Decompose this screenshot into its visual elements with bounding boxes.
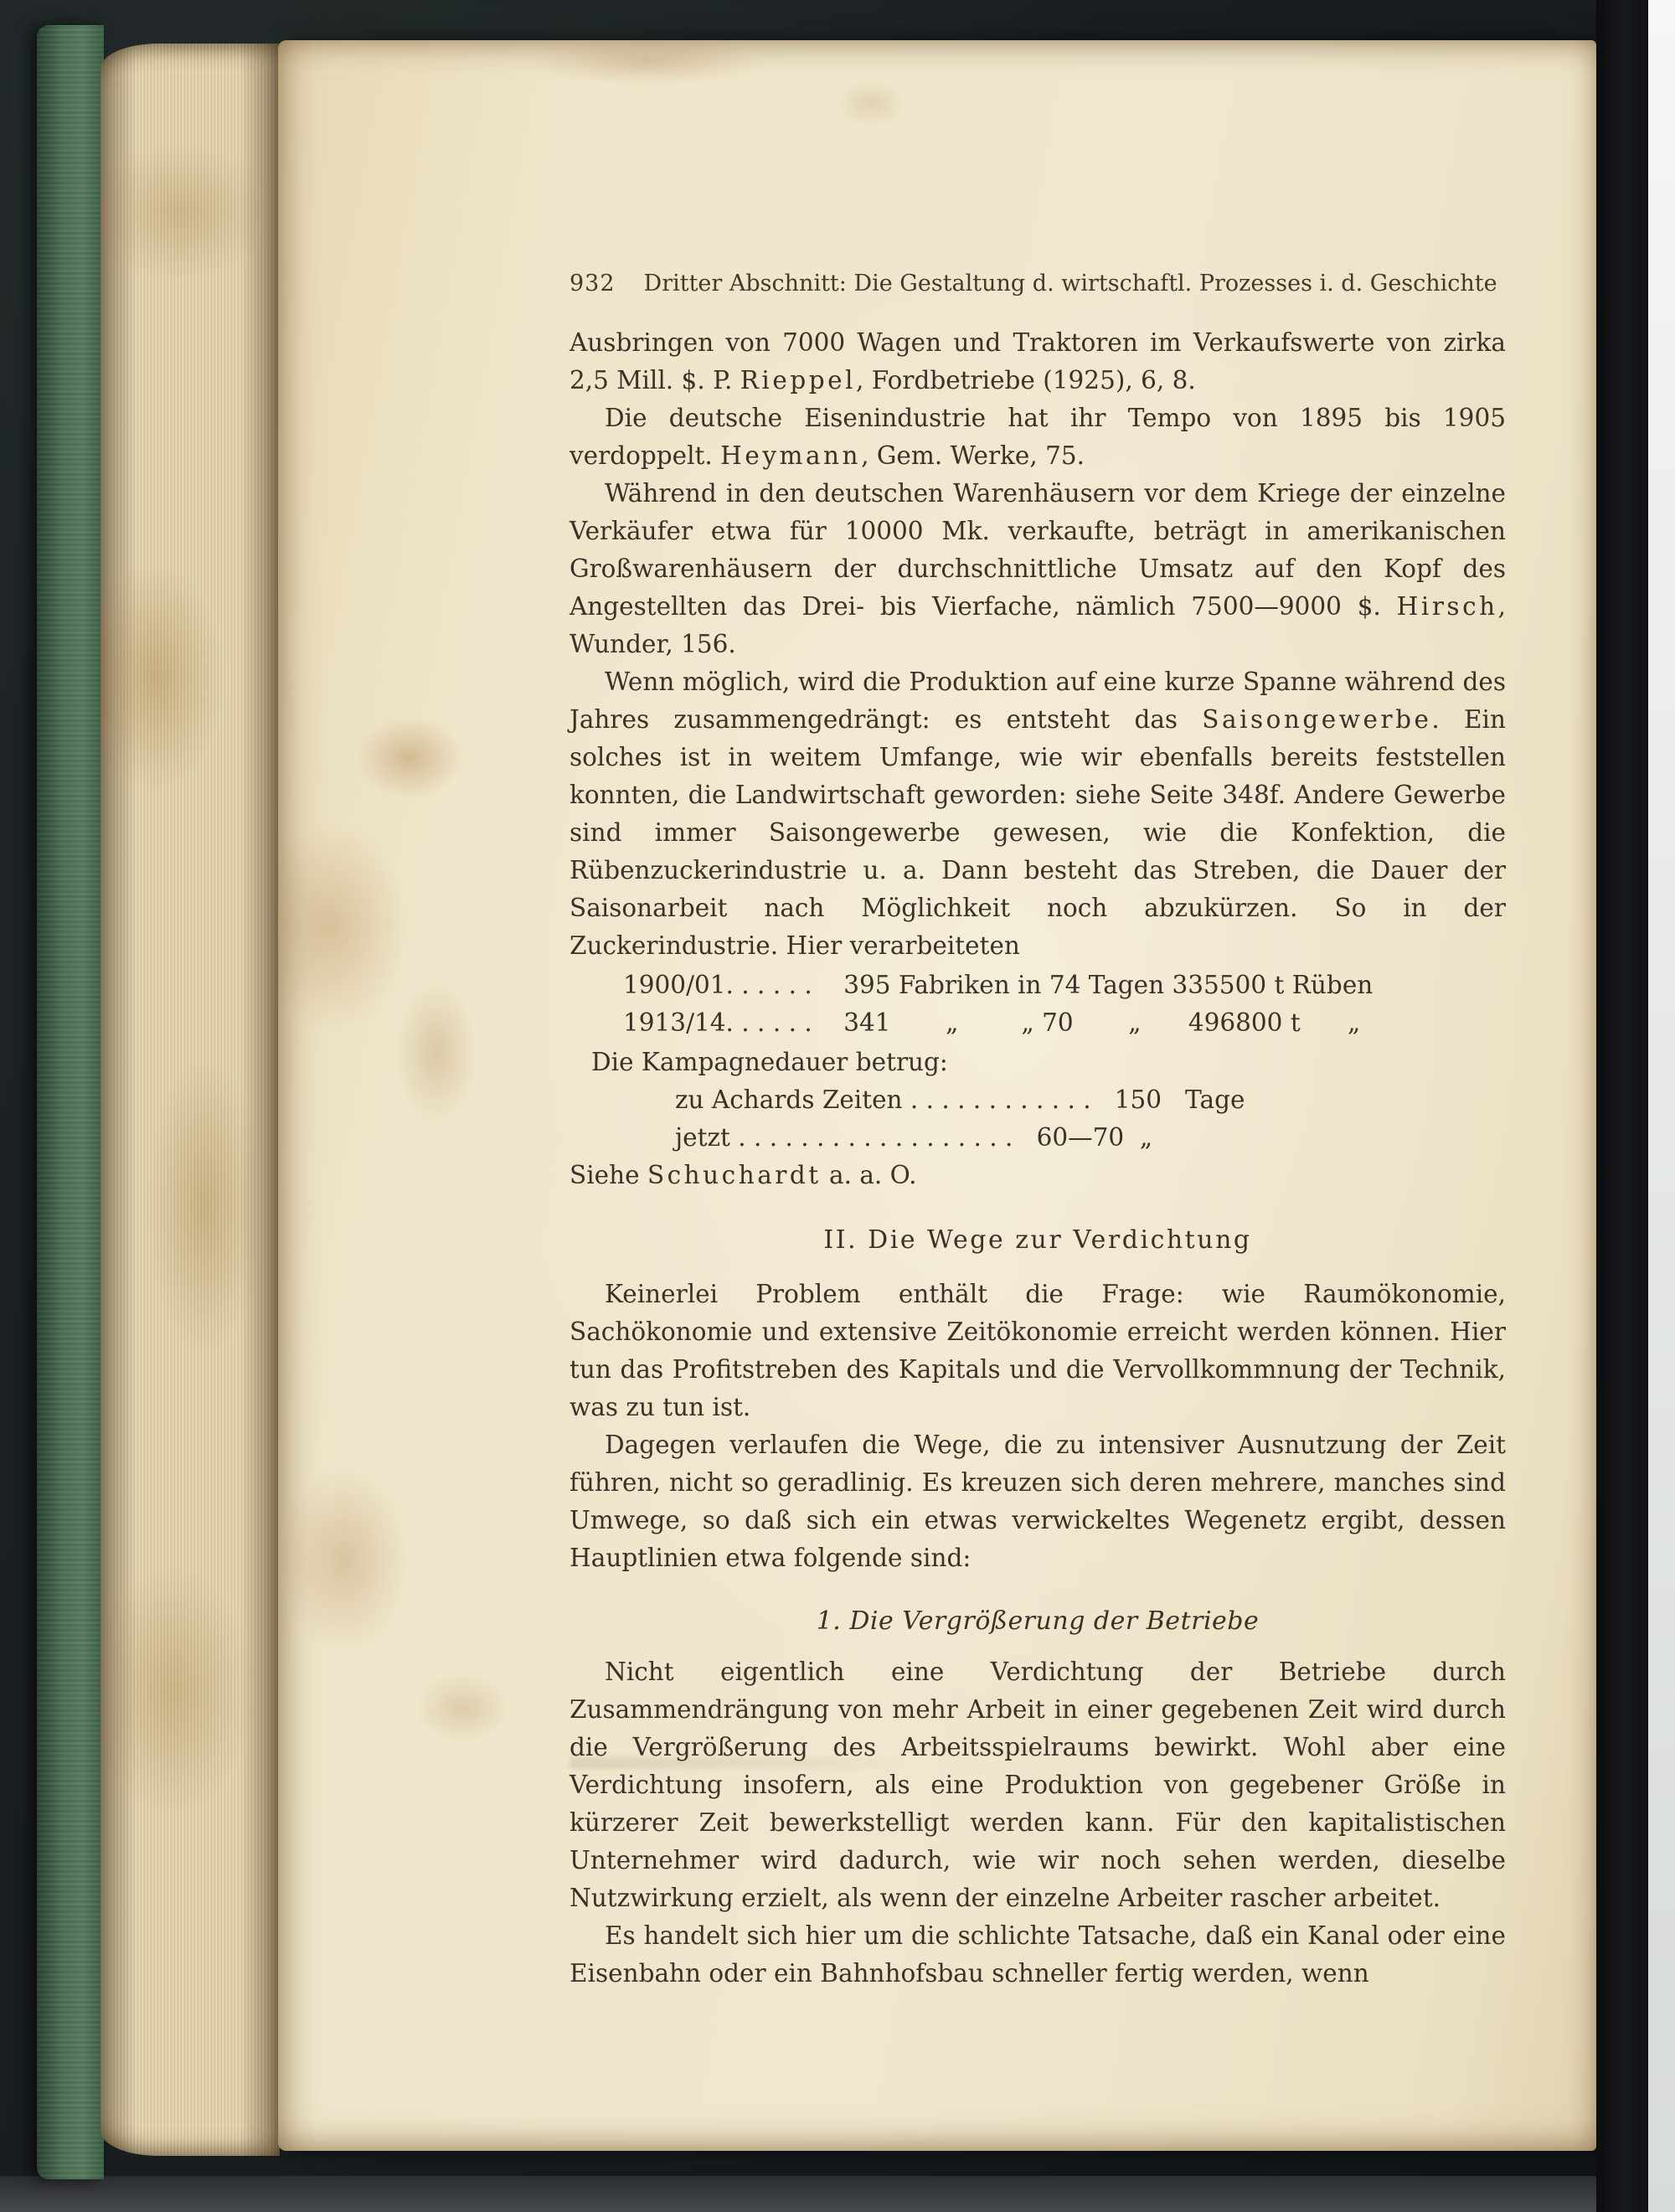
background-floor — [0, 2176, 1675, 2212]
paragraph-keinerlei-problem: Keinerlei Problem enthält die Frage: wie Raumökonomie, Sachökonomie und extensive Zeitökonomie erreicht werden können. Hier tun das Profitstreben des Kapitals und die Vervollkommnung der Technik, was zu tun ist. — [570, 1280, 1506, 1421]
paragraph-text: Wenn möglich, wird die Produktion auf eine kurze Spanne während des Jahres zusammengedrängt: es entsteht das — [570, 668, 1506, 734]
page-number: 932 — [570, 271, 616, 296]
paragraph-text: , Fordbetriebe (1925), 6, 8. — [855, 366, 1196, 394]
photo-right-edge — [1647, 0, 1675, 2212]
book-cover-spine — [37, 25, 104, 2179]
kampagne-row: jetzt . . . . . . . . . . . . . . . . . . 60—70 „ — [675, 1123, 1153, 1152]
paragraph-saisongewerbe — [570, 663, 1506, 965]
paragraph-es-handelt: Es handelt sich hier um die schlichte Tatsache, daß ein Kanal oder eine Eisenbahn oder ein Bahnhofsbau schneller fertig werden, wenn — [570, 1921, 1506, 1988]
paragraph-text: , Wunder, 156. — [570, 592, 1506, 658]
term-saisongewerbe: Saisongewerbe — [1202, 705, 1432, 734]
running-header-title: Dritter Abschnitt: Die Gestaltung d. wirtschaftl. Prozesses i. d. Geschichte — [643, 271, 1497, 296]
open-book-page — [278, 40, 1596, 2151]
table-row: 1900/01. . . . . . 395 Fabriken in 74 Tagen 335500 t Rüben — [623, 971, 1374, 999]
production-table — [623, 967, 1506, 1042]
subsection-heading: 1. Die Vergrößerung der Betriebe — [816, 1606, 1260, 1636]
siehe-text: a. a. O. — [821, 1161, 917, 1189]
siehe-line — [570, 1157, 1506, 1194]
author-name-hirsch: Hirsch — [1396, 592, 1498, 621]
page-text-block — [570, 265, 1506, 1993]
paragraph-text: Ausbringen von 7000 Wagen und Traktoren im Verkaufswerte von zirka 2,5 Mill. $. P. — [570, 328, 1506, 394]
author-name-rieppel: Rieppel — [740, 366, 856, 394]
page-edge-stack — [100, 44, 280, 2156]
table-row: 1913/14. . . . . . 341 „ „ 70 „ 496800 t „ — [623, 1008, 1361, 1037]
paragraph-nicht-eigentlich: Nicht eigentlich eine Verdichtung der Betriebe durch Zusammendrängung von mehr Arbeit in einer gegebenen Zeit wird durch die Vergrößerung des Arbeitsspielraums bewirkt. Wohl aber eine Verdichtung insofern, als eine Produktion von gegebener Größe in kürzerer Zeit bewerkstelligt werden kann. Für den kapitalistischen Unternehmer wird dadurch, wie wir noch sehen werden, dieselbe Nutzwirkung erzielt, als wenn der einzelne Arbeiter rascher arbeitet. — [570, 1658, 1506, 1912]
paragraph-text: , Gem. Werke, 75. — [861, 441, 1085, 470]
paragraph-ausbringen — [570, 324, 1506, 400]
section-heading: II. Die Wege zur Verdichtung — [823, 1225, 1252, 1255]
kampagne-row: zu Achards Zeiten . . . . . . . . . . . . 150 Tage — [675, 1085, 1245, 1114]
paragraph-text: . Ein solches ist in weitem Umfange, wie wir ebenfalls bereits feststellen konnten, die Landwirtschaft geworden: siehe Seite 348f. Andere Gewerbe sind immer Saisongewerbe gewesen, wie die Konfektion, die Rübenzuckerindustrie u. a. Dann besteht das Streben, die Dauer der Saisonarbeit nach Möglichkeit noch abzukürzen. So in der Zuckerindustrie. Hier verarbeiteten — [570, 705, 1506, 960]
paragraph-warenhaeuser — [570, 475, 1506, 663]
author-name-heymann: Heymann — [720, 441, 862, 470]
paragraph-text: Die deutsche Eisenindustrie hat ihr Tempo von 1895 bis 1905 verdoppelt. — [570, 404, 1506, 470]
paragraph-dagegen: Dagegen verlaufen die Wege, die zu intensiver Ausnutzung der Zeit führen, nicht so geradlinig. Es kreuzen sich deren mehrere, manches sind Umwege, so daß sich ein etwas verwickeltes Wegenetz ergibt, dessen Hauptlinien etwa folgende sind: — [570, 1431, 1506, 1572]
background-right-gap — [1596, 0, 1648, 2212]
author-name-schuchardt: Schuchardt — [647, 1161, 822, 1189]
paragraph-text: Während in den deutschen Warenhäusern vor dem Kriege der einzelne Verkäufer etwa für 10000 Mk. verkaufte, beträgt in amerikanischen Großwarenhäusern der durchschnittliche Umsatz auf den Kopf des Angestellten das Drei- bis Vierfache, nämlich 7500—9000 $. — [570, 479, 1506, 621]
running-header — [570, 265, 1506, 302]
kampagne-intro: Die Kampagnedauer betrug: — [591, 1048, 948, 1076]
siehe-text: Siehe — [570, 1161, 647, 1189]
paragraph-eisenindustrie — [570, 400, 1506, 475]
